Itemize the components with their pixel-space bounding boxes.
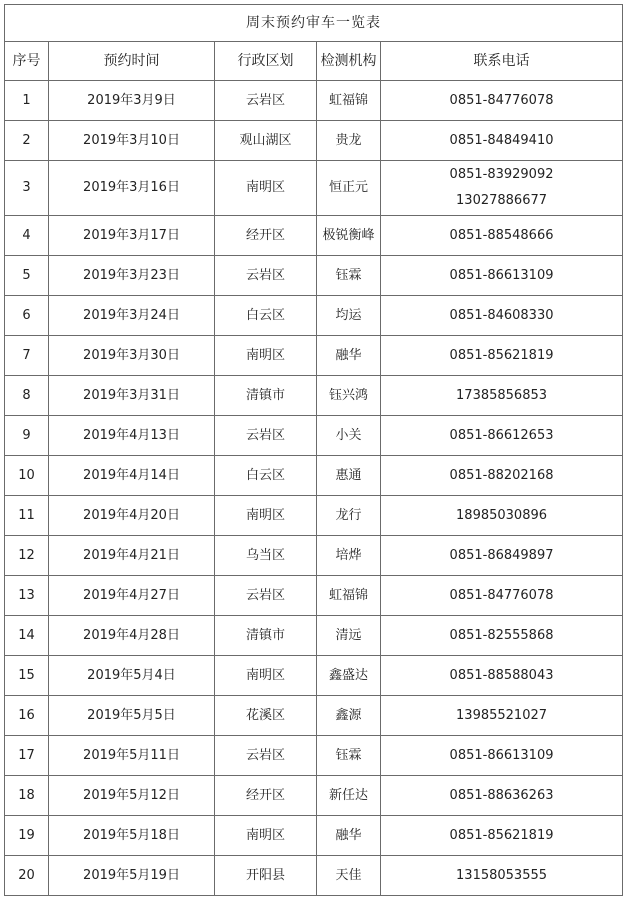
phone-number: 0851-84776078 <box>449 587 554 603</box>
row-date: 2019年3月17日 <box>49 216 215 256</box>
row-agency: 龙行 <box>317 496 381 536</box>
row-date: 2019年5月5日 <box>49 696 215 736</box>
phone-number: 0851-88202168 <box>449 467 554 483</box>
phone-number: 0851-84849410 <box>449 132 554 148</box>
row-phone <box>381 776 623 816</box>
phone-number: 0851-86613109 <box>449 747 554 763</box>
table-row <box>5 616 623 656</box>
row-phone <box>381 416 623 456</box>
row-date: 2019年3月24日 <box>49 296 215 336</box>
row-agency: 虹福锦 <box>317 81 381 121</box>
row-district: 白云区 <box>215 456 317 496</box>
row-index: 20 <box>5 856 49 896</box>
row-district: 云岩区 <box>215 576 317 616</box>
row-phone <box>381 376 623 416</box>
table-row <box>5 376 623 416</box>
table-row <box>5 121 623 161</box>
row-index: 16 <box>5 696 49 736</box>
phone-number: 0851-84608330 <box>449 307 554 323</box>
row-index: 15 <box>5 656 49 696</box>
row-date: 2019年3月23日 <box>49 256 215 296</box>
row-district: 南明区 <box>215 816 317 856</box>
row-phone <box>381 81 623 121</box>
row-district: 乌当区 <box>215 536 317 576</box>
phone-number: 13158053555 <box>456 867 548 883</box>
row-district: 清镇市 <box>215 616 317 656</box>
table-row <box>5 576 623 616</box>
phone-number: 0851-86613109 <box>449 267 554 283</box>
table-row <box>5 256 623 296</box>
row-date: 2019年4月20日 <box>49 496 215 536</box>
row-district: 云岩区 <box>215 416 317 456</box>
row-district: 南明区 <box>215 656 317 696</box>
table-row <box>5 161 623 216</box>
table-row <box>5 416 623 456</box>
row-agency: 钰兴鸿 <box>317 376 381 416</box>
phone-number: 13985521027 <box>456 707 548 723</box>
row-index: 4 <box>5 216 49 256</box>
row-district: 南明区 <box>215 336 317 376</box>
table-row <box>5 736 623 776</box>
row-agency: 鑫盛达 <box>317 656 381 696</box>
row-index: 2 <box>5 121 49 161</box>
row-index: 7 <box>5 336 49 376</box>
phone-number: 17385856853 <box>456 387 548 403</box>
table-row <box>5 856 623 896</box>
row-date: 2019年3月10日 <box>49 121 215 161</box>
table-row <box>5 216 623 256</box>
header-district: 行政区划 <box>215 42 317 81</box>
row-phone <box>381 856 623 896</box>
row-district: 云岩区 <box>215 736 317 776</box>
row-phone <box>381 296 623 336</box>
header-index: 序号 <box>5 42 49 81</box>
row-date: 2019年5月4日 <box>49 656 215 696</box>
row-phone <box>381 161 623 216</box>
phone-number: 0851-84776078 <box>449 92 554 108</box>
table-row <box>5 816 623 856</box>
row-district: 经开区 <box>215 776 317 816</box>
row-index: 1 <box>5 81 49 121</box>
phone-number: 13027886677 <box>456 193 548 208</box>
table-row <box>5 336 623 376</box>
row-date: 2019年3月9日 <box>49 81 215 121</box>
row-agency: 鑫源 <box>317 696 381 736</box>
row-date: 2019年3月16日 <box>49 161 215 216</box>
table-title: 周末预约审车一览表 <box>5 5 623 42</box>
phone-number: 0851-86849897 <box>449 547 554 563</box>
row-index: 14 <box>5 616 49 656</box>
table-header-row <box>5 42 623 81</box>
phone-number: 0851-86612653 <box>449 427 554 443</box>
row-phone <box>381 536 623 576</box>
row-agency: 天佳 <box>317 856 381 896</box>
row-phone <box>381 696 623 736</box>
table-row <box>5 656 623 696</box>
row-agency: 贵龙 <box>317 121 381 161</box>
row-agency: 小关 <box>317 416 381 456</box>
row-date: 2019年4月21日 <box>49 536 215 576</box>
row-index: 10 <box>5 456 49 496</box>
row-index: 13 <box>5 576 49 616</box>
row-index: 11 <box>5 496 49 536</box>
phone-number: 0851-88548666 <box>449 227 554 243</box>
row-date: 2019年3月31日 <box>49 376 215 416</box>
row-agency: 钰霖 <box>317 256 381 296</box>
row-phone <box>381 216 623 256</box>
table-row <box>5 496 623 536</box>
row-district: 南明区 <box>215 496 317 536</box>
row-district: 南明区 <box>215 161 317 216</box>
row-phone <box>381 456 623 496</box>
phone-number: 18985030896 <box>456 507 548 523</box>
table-row <box>5 456 623 496</box>
header-agency: 检测机构 <box>317 42 381 81</box>
row-district: 观山湖区 <box>215 121 317 161</box>
row-agency: 融华 <box>317 816 381 856</box>
header-date: 预约时间 <box>49 42 215 81</box>
row-index: 17 <box>5 736 49 776</box>
row-date: 2019年4月14日 <box>49 456 215 496</box>
phone-number: 0851-88588043 <box>449 667 554 683</box>
row-phone <box>381 576 623 616</box>
phone-number: 0851-85621819 <box>449 347 554 363</box>
row-district: 云岩区 <box>215 81 317 121</box>
phone-number: 0851-82555868 <box>449 627 554 643</box>
row-index: 19 <box>5 816 49 856</box>
row-district: 白云区 <box>215 296 317 336</box>
appointment-table <box>4 4 623 896</box>
row-index: 9 <box>5 416 49 456</box>
row-index: 18 <box>5 776 49 816</box>
row-phone <box>381 816 623 856</box>
row-agency: 新任达 <box>317 776 381 816</box>
table-row <box>5 696 623 736</box>
row-district: 云岩区 <box>215 256 317 296</box>
row-agency: 钰霖 <box>317 736 381 776</box>
row-phone <box>381 336 623 376</box>
row-phone <box>381 256 623 296</box>
row-date: 2019年5月12日 <box>49 776 215 816</box>
row-index: 8 <box>5 376 49 416</box>
table-row <box>5 536 623 576</box>
table-title-row <box>5 5 623 42</box>
row-index: 12 <box>5 536 49 576</box>
row-district: 经开区 <box>215 216 317 256</box>
row-district: 清镇市 <box>215 376 317 416</box>
row-index: 6 <box>5 296 49 336</box>
phone-number: 0851-83929092 <box>449 167 554 182</box>
row-agency: 恒正元 <box>317 161 381 216</box>
row-date: 2019年5月11日 <box>49 736 215 776</box>
table-row <box>5 776 623 816</box>
table-row <box>5 296 623 336</box>
header-phone: 联系电话 <box>381 42 623 81</box>
row-date: 2019年5月19日 <box>49 856 215 896</box>
row-agency: 培烨 <box>317 536 381 576</box>
row-phone <box>381 616 623 656</box>
row-phone <box>381 736 623 776</box>
row-agency: 清远 <box>317 616 381 656</box>
row-district: 开阳县 <box>215 856 317 896</box>
row-phone <box>381 496 623 536</box>
table-row <box>5 81 623 121</box>
row-date: 2019年4月27日 <box>49 576 215 616</box>
row-date: 2019年3月30日 <box>49 336 215 376</box>
row-date: 2019年4月13日 <box>49 416 215 456</box>
row-phone <box>381 656 623 696</box>
row-agency: 极锐衡峰 <box>317 216 381 256</box>
row-date: 2019年4月28日 <box>49 616 215 656</box>
row-index: 3 <box>5 161 49 216</box>
row-index: 5 <box>5 256 49 296</box>
row-agency: 融华 <box>317 336 381 376</box>
phone-number: 0851-85621819 <box>449 827 554 843</box>
row-district: 花溪区 <box>215 696 317 736</box>
row-agency: 均运 <box>317 296 381 336</box>
row-phone <box>381 121 623 161</box>
row-agency: 惠通 <box>317 456 381 496</box>
row-agency: 虹福锦 <box>317 576 381 616</box>
row-date: 2019年5月18日 <box>49 816 215 856</box>
phone-number: 0851-88636263 <box>449 787 554 803</box>
